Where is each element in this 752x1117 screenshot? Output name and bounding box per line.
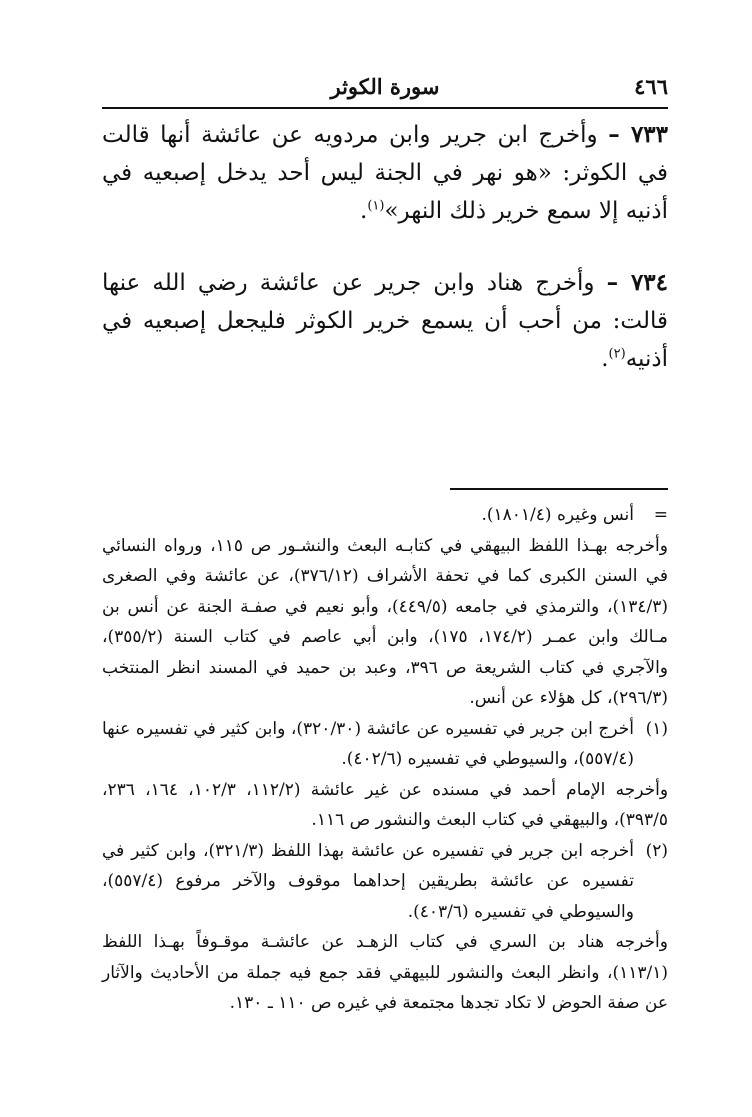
footnote-paragraph: وأخرجه الإمام أحمد في مسنده عن غير عائشة (١١٢/٢، ١٠٢/٣، ١٦٤، ٢٣٦، ٣٩٣/٥)، والبيهقي في كتاب البعث والنشور ص ١١٦. [102, 779, 669, 830]
continuation-paragraphs [102, 531, 668, 714]
footnote-marker: (١) [367, 198, 385, 214]
footnote-paragraph: وأخرجه بهـذا اللفظ البيهقي في كتابـه البعث والنشـور ص ١١٥، ورواه النسائي في السنن الكبرى كما في تحفة الأشراف (٣٧٦/١٢)، عن عائشة وفي الصغرى (١٣٤/٣)، والترمذي في جامعه (٤٤٩/٥)، وأبو نعيم في صفـة الجنة عن أنس بن مـالك وابن عمـر (١٧٤/٢، ١٧٥)، وابن أبي عاصم في كتاب السنة (٣٥٥/٢)، والآجري في كتاب الشريعة ص ٣٩٦، وعبد بن حميد في المسند انظر المنتخب (٢٩٦/٣)، كل هؤلاء عن أنس. [102, 535, 669, 708]
footnote-rule [450, 488, 668, 490]
running-title: سورة الكوثر [330, 74, 440, 99]
hadith-text: وأخرج هناد وابن جرير عن عائشة رضي الله عنها قالت: من أحب أن يسمع خرير الكوثر فليجعل إصبعيه في أذنيه [102, 270, 668, 372]
main-text [102, 116, 668, 412]
page-number: ٤٦٦ [634, 74, 668, 99]
footnote-1 [102, 714, 668, 775]
page-header [102, 74, 668, 104]
footnote-paragraph: أخرج ابن جرير في تفسيره عن عائشة (٣٢٠/٣٠)، وابن كثير في تفسيره عنها (٥٥٧/٤)، والسيوطي في تفسيره (٤٠٢/٦). [102, 718, 634, 769]
hadith-733 [102, 116, 668, 230]
hadith-text: وأخرج ابن جرير وابن مردويه عن عائشة أنها قالت في الكوثر: «هو نهر في الجنة ليس أحد يدخل إصبعيه في أذنيه إلا سمع خرير ذلك النهر» [102, 122, 668, 224]
footnote-paragraph: وأخرجه هناد بن السري في كتاب الزهـد عن عائشـة موقـوفاً بهـذا اللفظ (١١٣/١)، وانظر البعث والنشور للبيهقي فقد جمع فيه جملة من الأحاديث والآثار عن صفة الحوض لا تكاد تجدها مجتمعة في غيره ص ١١٠ ـ ١٣٠. [102, 932, 668, 1013]
footnote-marker: (٢) [608, 346, 626, 362]
footnote-paragraph: أخرجه ابن جرير في تفسيره عن عائشة بهذا اللفظ (٣٢١/٣)، وابن كثير في تفسيره عن عائشة بطريقين إحداهما موقوف والآخر مرفوع (٥٥٧/٤)، والسيوطي في تفسيره (٤٠٣/٦). [102, 840, 634, 922]
footnote-2 [102, 836, 668, 928]
hadith-text-end: . [601, 346, 609, 372]
footnote-label: (١) [645, 718, 668, 739]
hadith-number: ٧٣٣ – [608, 121, 669, 148]
footnote-continuation [102, 500, 668, 531]
hadith-number: ٧٣٤ – [606, 269, 669, 296]
hadith-734 [102, 264, 668, 378]
footnotes [102, 500, 668, 1019]
continuation-first-line: أنس وغيره (١٨٠١/٤). [481, 505, 634, 525]
footnote-body [102, 714, 634, 775]
footnote-2-more [102, 927, 668, 1019]
footnote-1-more [102, 775, 668, 836]
hadith-text-end: . [360, 198, 368, 224]
footnote-label: (٢) [645, 840, 668, 861]
continuation-mark: = [653, 505, 668, 525]
footnote-body [102, 836, 634, 928]
header-rule [102, 107, 668, 109]
